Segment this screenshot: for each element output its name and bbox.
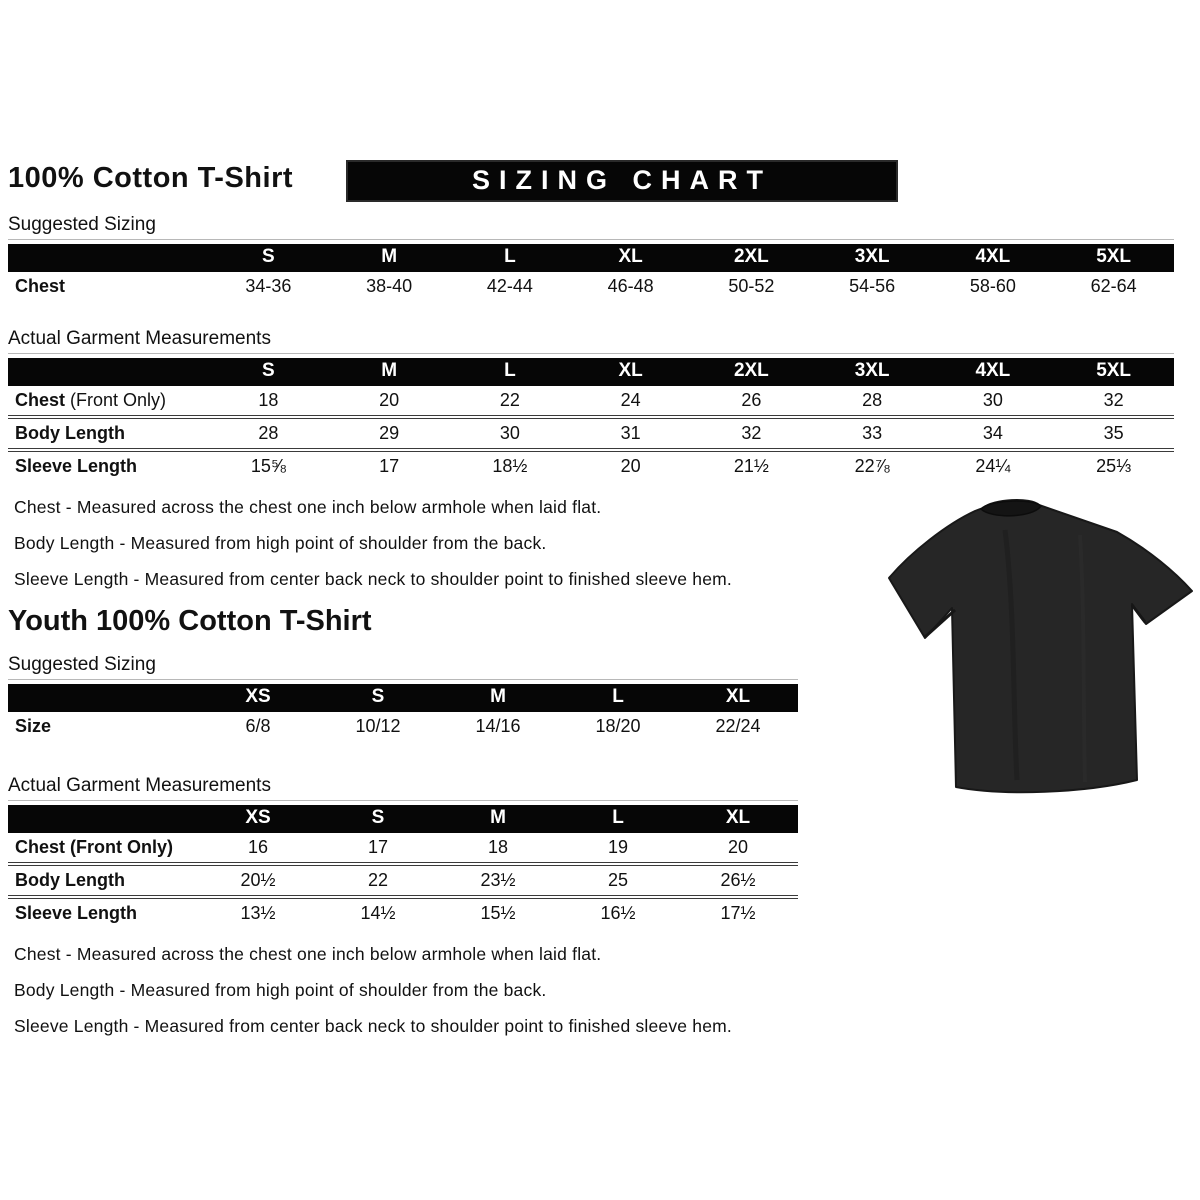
note-body-length: Body Length - Measured from high point of shoulder from the back. <box>14 980 547 1000</box>
size-column-header: 4XL <box>933 244 1054 272</box>
row-label-cell: Sleeve Length <box>15 456 138 476</box>
measurement-value-cell: 28 <box>208 417 329 450</box>
youth-suggested-sizing-section <box>8 654 798 741</box>
measurement-value-cell: 22/24 <box>715 716 761 736</box>
measurement-value-cell: 31 <box>570 417 691 450</box>
measurement-value-cell: 30 <box>450 417 571 450</box>
size-column-header: L <box>558 805 678 833</box>
measurement-value-cell: 38-40 <box>366 276 413 296</box>
page-title: 100% Cotton T-Shirt <box>8 162 294 194</box>
adult-measurements-section <box>8 328 1174 481</box>
measurement-value-cell: 16½ <box>600 903 636 923</box>
table-row <box>8 417 1174 450</box>
size-column-header: XL <box>678 805 798 833</box>
measurement-value-cell: 25⅓ <box>1096 456 1132 476</box>
row-label-column-header <box>8 805 198 833</box>
size-column-header: L <box>450 244 571 272</box>
measurement-value-cell: 14/16 <box>475 716 521 736</box>
measurement-value-cell: 23½ <box>438 864 558 897</box>
size-column-header: XS <box>198 684 318 712</box>
measurement-value-cell: 20 <box>329 386 450 417</box>
size-column-header: XL <box>570 358 691 386</box>
row-label-cell: Sleeve Length <box>15 903 138 923</box>
measurement-value-cell: 24 <box>570 386 691 417</box>
measurement-value-cell: 46-48 <box>607 276 654 296</box>
note-body-length: Body Length - Measured from high point of shoulder from the back. <box>14 533 547 553</box>
measurement-value-cell: 10/12 <box>355 716 401 736</box>
adult-measurements-table-grid <box>8 358 1174 481</box>
youth-section-title: Youth 100% Cotton T-Shirt <box>8 605 372 637</box>
size-column-header: S <box>318 805 438 833</box>
size-column-header: XL <box>570 244 691 272</box>
note-sleeve-length: Sleeve Length - Measured from center back neck to shoulder point to finished sleeve hem. <box>14 1016 732 1036</box>
size-column-header: M <box>438 684 558 712</box>
youth-measurements-section <box>8 775 798 928</box>
measurement-value-cell: 19 <box>558 833 678 864</box>
row-label-column-header <box>8 244 208 272</box>
section-label-youth-suggested-sizing: Suggested Sizing <box>8 654 798 680</box>
row-label-cell: Chest <box>15 276 66 296</box>
size-column-header: 3XL <box>812 358 933 386</box>
size-column-header: S <box>318 684 438 712</box>
youth-measurement-notes <box>14 944 1174 1037</box>
section-label-garment-measurements: Actual Garment Measurements <box>8 328 1174 354</box>
measurement-value-cell: 18 <box>208 386 329 417</box>
table-row <box>8 712 798 741</box>
measurement-value-cell: 16 <box>198 833 318 864</box>
table-row <box>8 897 798 928</box>
size-column-header: 3XL <box>812 244 933 272</box>
measurement-value-cell: 24¼ <box>975 456 1011 476</box>
measurement-value-cell: 15½ <box>480 903 516 923</box>
size-column-header: L <box>450 358 571 386</box>
measurement-value-cell: 20 <box>678 833 798 864</box>
measurement-value-cell: 54-56 <box>849 276 896 296</box>
size-column-header: XS <box>198 805 318 833</box>
row-label-column-header <box>8 684 198 712</box>
adult-suggested-sizing-table <box>8 244 1174 301</box>
tshirt-svg <box>885 490 1197 808</box>
sizing-chart-banner: SIZING CHART <box>346 160 898 202</box>
size-column-header: 5XL <box>1053 244 1174 272</box>
note-sleeve-length: Sleeve Length - Measured from center back neck to shoulder point to finished sleeve hem. <box>14 569 732 589</box>
size-column-header: 2XL <box>691 244 812 272</box>
measurement-value-cell: 18/20 <box>595 716 641 736</box>
size-column-header: M <box>329 358 450 386</box>
measurement-value-cell: 32 <box>1053 386 1174 417</box>
adult-suggested-sizing-table-grid <box>8 244 1174 301</box>
measurement-value-cell: 62-64 <box>1090 276 1137 296</box>
measurement-value-cell: 13½ <box>240 903 276 923</box>
measurement-value-cell: 42-44 <box>486 276 533 296</box>
measurement-value-cell: 33 <box>812 417 933 450</box>
size-column-header: S <box>208 244 329 272</box>
measurement-value-cell: 14½ <box>360 903 396 923</box>
measurement-value-cell: 6/8 <box>245 716 271 736</box>
size-column-header: L <box>558 684 678 712</box>
table-row <box>8 864 798 897</box>
adult-measurements-table <box>8 358 1174 481</box>
measurement-value-cell: 26½ <box>678 864 798 897</box>
measurement-value-cell: 17 <box>379 456 400 476</box>
measurement-value-cell: 18½ <box>492 456 528 476</box>
measurement-value-cell: 28 <box>812 386 933 417</box>
measurement-value-cell: 22⅞ <box>854 456 890 476</box>
measurement-value-cell: 20 <box>620 456 641 476</box>
table-row <box>8 833 798 864</box>
measurement-value-cell: 50-52 <box>728 276 775 296</box>
size-column-header: 2XL <box>691 358 812 386</box>
measurement-value-cell: 21½ <box>733 456 769 476</box>
youth-suggested-sizing-table <box>8 684 798 741</box>
row-label-cell: Body Length <box>8 417 208 450</box>
section-label-suggested-sizing: Suggested Sizing <box>8 214 1174 240</box>
measurement-value-cell: 32 <box>691 417 812 450</box>
size-column-header: 4XL <box>933 358 1054 386</box>
measurement-value-cell: 29 <box>329 417 450 450</box>
youth-suggested-sizing-table-grid <box>8 684 798 741</box>
youth-measurements-table <box>8 805 798 928</box>
table-row <box>8 386 1174 417</box>
size-column-header: S <box>208 358 329 386</box>
youth-measurements-table-grid <box>8 805 798 928</box>
table-row <box>8 272 1174 301</box>
measurement-value-cell: 34 <box>933 417 1054 450</box>
measurement-value-cell: 35 <box>1053 417 1174 450</box>
note-chest: Chest - Measured across the chest one inch below armhole when laid flat. <box>14 944 602 964</box>
row-label-cell: Chest (Front Only) <box>8 833 198 864</box>
adult-suggested-sizing-section <box>8 214 1174 301</box>
measurement-value-cell: 18 <box>438 833 558 864</box>
measurement-value-cell: 58-60 <box>969 276 1016 296</box>
section-label-youth-garment-measurements: Actual Garment Measurements <box>8 775 798 801</box>
row-label-cell: Size <box>15 716 52 736</box>
size-column-header: 5XL <box>1053 358 1174 386</box>
black-tshirt-image <box>885 490 1197 808</box>
measurement-value-cell: 34-36 <box>245 276 292 296</box>
header-row <box>8 160 1174 206</box>
measurement-value-cell: 22 <box>450 386 571 417</box>
note-chest: Chest - Measured across the chest one inch below armhole when laid flat. <box>14 497 602 517</box>
row-label-column-header <box>8 358 208 386</box>
measurement-value-cell: 20½ <box>198 864 318 897</box>
measurement-value-cell: 22 <box>318 864 438 897</box>
measurement-value-cell: 25 <box>558 864 678 897</box>
size-column-header: M <box>329 244 450 272</box>
size-column-header: M <box>438 805 558 833</box>
measurement-value-cell: 17½ <box>720 903 756 923</box>
measurement-value-cell: 30 <box>933 386 1054 417</box>
row-label-cell: Chest (Front Only) <box>8 386 208 417</box>
row-label-cell: Body Length <box>8 864 198 897</box>
measurement-value-cell: 26 <box>691 386 812 417</box>
measurement-value-cell: 17 <box>318 833 438 864</box>
size-column-header: XL <box>678 684 798 712</box>
table-row <box>8 450 1174 481</box>
measurement-value-cell: 15⅝ <box>250 456 286 476</box>
